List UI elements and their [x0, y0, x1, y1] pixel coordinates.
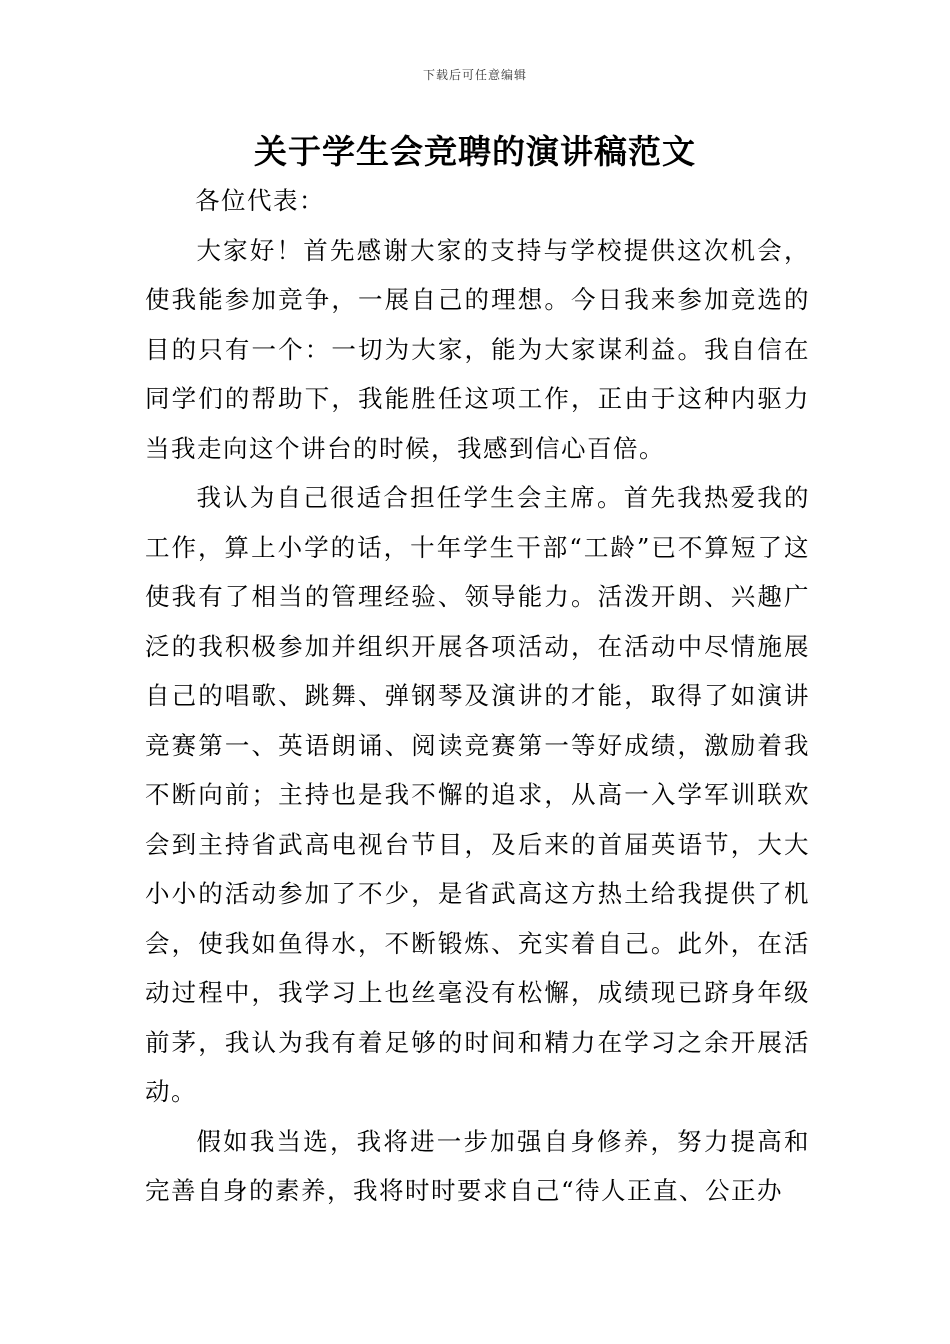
paragraph-2: 我认为自己很适合担任学生会主席。首先我热爱我的工作，算上小学的话，十年学生干部“工龄”已不算短了这使我有了相当的管理经验、领导能力。活泼开朗、兴趣广泛的我积极参加并组织开展各项活动，在活动中尽情施展自己的唱歌、跳舞、弹钢琴及演讲的才能，取得了如演讲竞赛第一、英语朗诵、阅读竞赛第一等好成绩，激励着我不断向前；主持也是我不懈的追求，从高一入学军训联欢会到主持省武高电视台节目，及后来的首届英语节，大大小小的活动参加了不少，是省武高这方热土给我提供了机会，使我如鱼得水，不断锻炼、充实着自己。此外，在活动过程中，我学习上也丝毫没有松懈，成绩现已跻身年级前茅，我认为我有着足够的时间和精力在学习之余开展活动。	[145, 483, 810, 1106]
salutation: 各位代表：	[195, 186, 325, 215]
paragraph-1: 大家好！首先感谢大家的支持与学校提供这次机会，使我能参加竞争，一展自己的理想。今日我来参加竞选的目的只有一个：一切为大家，能为大家谋利益。我自信在同学们的帮助下，我能胜任这项工作，正由于这种内驱力当我走向这个讲台的时候，我感到信心百倍。	[145, 235, 810, 463]
header-note: 下载后可任意编辑	[422, 68, 527, 82]
paragraph-3: 假如我当选，我将进一步加强自身修养，努力提高和完善自身的素养，我将时时要求自己“待人正直、公正办	[145, 1126, 810, 1205]
document-title: 关于学生会竞聘的演讲稿范文	[254, 132, 696, 171]
document-body	[145, 176, 810, 1216]
